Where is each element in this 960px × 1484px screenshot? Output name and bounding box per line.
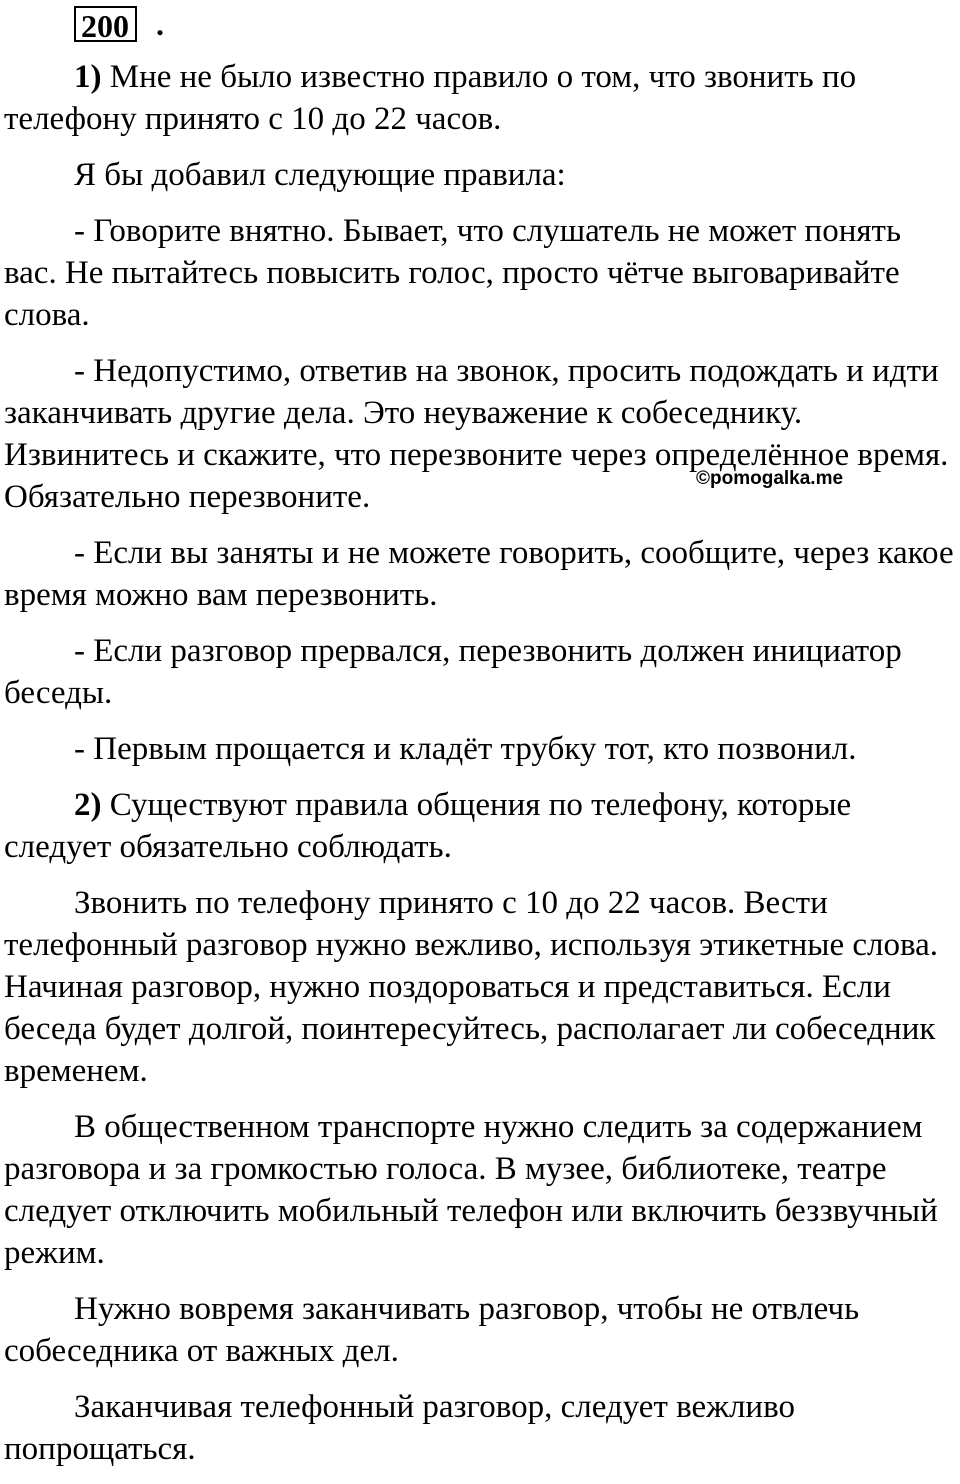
part1-intro-paragraph [4,56,956,140]
part1-marker: 1) [74,59,102,95]
part2-paragraph: Заканчивая телефонный разговор, следует вежливо попрощаться. [4,1389,795,1467]
exercise-number-dot: . [156,6,164,42]
rule-paragraph: - Говорите внятно. Бывает, что слушатель не может понять вас. Не пытайтесь повысить голос, просто чётче выговаривайте слова. [4,213,902,333]
part1-intro-text: Мне не было известно правило о том, что звонить по телефону принято с 10 до 22 часов. [4,59,857,137]
document-body [4,56,956,1484]
rule-paragraph: - Если вы заняты и не можете говорить, сообщите, через какое время можно вам перезвонить. [4,535,954,613]
rule-paragraph: - Недопустимо, ответив на звонок, просить подождать и идти заканчивать другие дела. Это неуважение к собеседнику. Извинитесь и скажите, что перезвоните через определённое время. Обязательно перезвоните. [4,353,949,515]
part2-paragraph: В общественном транспорте нужно следить за содержанием разговора и за громкостью голоса. В музее, библиотеке, театре следует отключить мобильный телефон или включить беззвучный режим. [4,1109,938,1271]
part2-intro-text: Существуют правила общения по телефону, которые следует обязательно соблюдать. [4,787,852,865]
part2-paragraph: Нужно вовремя заканчивать разговор, чтобы не отвлечь собеседника от важных дел. [4,1291,860,1369]
part2-paragraph: Звонить по телефону принято с 10 до 22 часов. Вести телефонный разговор нужно вежливо, используя этикетные слова. Начиная разговор, нужно поздороваться и представиться. Если беседа будет долгой, поинтересуйтесь, располагает ли собеседник временем. [4,885,939,1089]
part2-intro-paragraph [4,784,956,868]
rule-paragraph: - Первым прощается и кладёт трубку тот, кто позвонил. [74,731,857,767]
watermark-text: ©pomogalka.me [696,468,844,489]
part2-marker: 2) [74,787,102,823]
part1-lead-paragraph: Я бы добавил следующие правила: [74,157,566,193]
exercise-number-box: 200 [74,6,137,42]
rule-paragraph: - Если разговор прервался, перезвонить должен инициатор беседы. [4,633,902,711]
